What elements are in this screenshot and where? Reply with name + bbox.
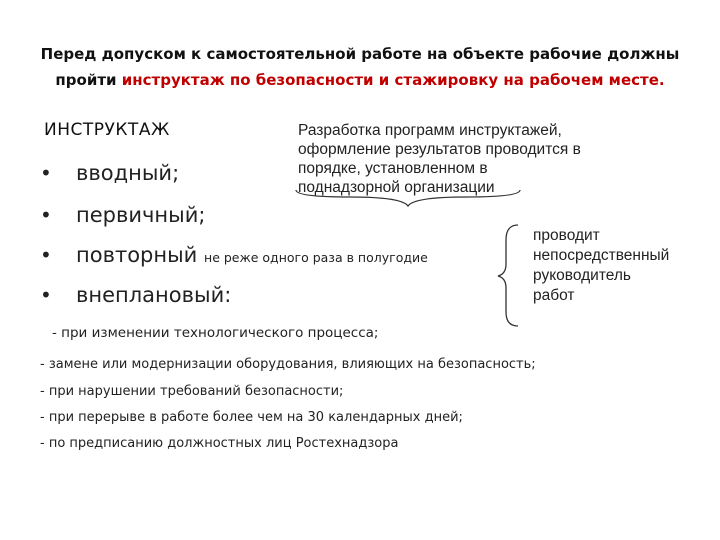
note-line: порядке, установленном в bbox=[298, 160, 488, 177]
bullet-icon: • bbox=[40, 161, 52, 185]
right-brace-icon bbox=[492, 222, 522, 330]
list-item bbox=[40, 243, 428, 267]
list-item bbox=[40, 161, 179, 185]
condition-item: - замене или модернизации оборудования, влияющих на безопасность; bbox=[40, 357, 536, 372]
section-heading: ИНСТРУКТАЖ bbox=[44, 120, 170, 140]
title-line-2: пройти инструктаж по безопасности и стажировку на рабочем месте. bbox=[55, 71, 665, 89]
note-line: руководитель bbox=[533, 267, 631, 284]
note-line: поднадзорной организации bbox=[298, 179, 495, 196]
title-line-1: Перед допуском к самостоятельной работе на объекте рабочие должны bbox=[40, 45, 680, 63]
condition-item: - при нарушении требований безопасности; bbox=[40, 384, 344, 399]
note-line: оформление результатов проводится в bbox=[298, 141, 581, 158]
bullet-icon: • bbox=[40, 203, 52, 227]
supervisor-note bbox=[533, 226, 669, 306]
program-development-note bbox=[298, 121, 581, 197]
list-item-label: первичный; bbox=[76, 203, 206, 227]
bullet-icon: • bbox=[40, 283, 52, 307]
bullet-icon: • bbox=[40, 243, 52, 267]
list-item-label: внеплановый: bbox=[76, 283, 232, 307]
frequency-note: не реже одного раза в полугодие bbox=[204, 250, 428, 265]
note-line: работ bbox=[533, 287, 575, 304]
condition-item: - при перерыве в работе более чем на 30 календарных дней; bbox=[40, 410, 463, 425]
condition-item: - по предписанию должностных лиц Ростехнадзора bbox=[40, 436, 399, 451]
list-item bbox=[40, 203, 205, 227]
title-highlight: инструктаж по безопасности и стажировку на рабочем месте. bbox=[121, 71, 665, 89]
list-item bbox=[40, 283, 231, 307]
note-line: Разработка программ инструктажей, bbox=[298, 122, 562, 139]
list-item-label: повторный bbox=[76, 243, 198, 267]
top-brace-icon bbox=[290, 188, 530, 208]
note-line: проводит bbox=[533, 227, 600, 244]
list-item-label: вводный; bbox=[76, 161, 180, 185]
note-line: непосредственный bbox=[533, 247, 670, 264]
condition-item: - при изменении технологического процесса; bbox=[52, 325, 379, 341]
